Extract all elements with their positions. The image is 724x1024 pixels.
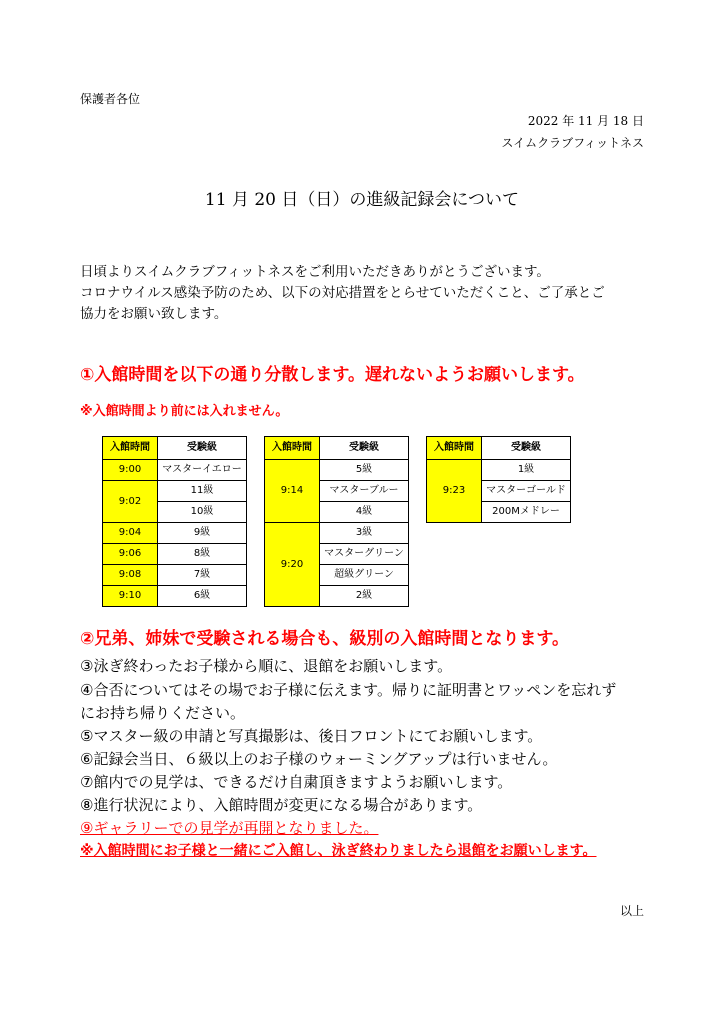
grade-cell: 11級: [158, 481, 247, 502]
time-cell: 9:10: [103, 586, 158, 607]
recipient: 保護者各位: [80, 92, 141, 106]
header-grade: 受験級: [482, 437, 571, 460]
section-1-heading: ①入館時間を以下の通り分散します。遅れないようお願いします。: [80, 365, 585, 385]
grade-cell: 10級: [158, 502, 247, 523]
grade-cell: マスターグリーン: [320, 544, 409, 565]
sender: スイムクラブフィットネス: [501, 136, 644, 150]
time-cell: 9:06: [103, 544, 158, 565]
header-time: 入館時間: [103, 437, 158, 460]
grade-cell: 200Mメドレー: [482, 502, 571, 523]
time-cell: 9:20: [265, 523, 320, 607]
grade-cell: 5級: [320, 460, 409, 481]
schedule-table-1: [102, 436, 247, 607]
grade-cell: 9級: [158, 523, 247, 544]
header-grade: 受験級: [320, 437, 409, 460]
grade-cell: 8級: [158, 544, 247, 565]
schedule-table-3: [426, 436, 571, 523]
intro-line-1: 日頃よりスイムクラブフィットネスをご利用いただきありがとうございます。: [80, 264, 550, 280]
time-cell: 9:08: [103, 565, 158, 586]
grade-cell: マスターブルー: [320, 481, 409, 502]
header-time: 入館時間: [427, 437, 482, 460]
item-9: ⑨ギャラリーでの見学が再開となりました。: [80, 819, 379, 837]
item-8: ⑧進行状況により、入館時間が変更になる場合があります。: [80, 796, 483, 814]
item-4-cont: にお持ち帰りください。: [80, 704, 246, 722]
grade-cell: 超級グリーン: [320, 565, 409, 586]
grade-cell: 7級: [158, 565, 247, 586]
grade-cell: 4級: [320, 502, 409, 523]
grade-cell: 2級: [320, 586, 409, 607]
time-cell: 9:04: [103, 523, 158, 544]
item-5: ⑤マスター級の申請と写真撮影は、後日フロントにてお願いします。: [80, 727, 543, 745]
item-4: ④合否についてはその場でお子様に伝えます。帰りに証明書とワッペンを忘れず: [80, 681, 617, 699]
section-1-note: ※入館時間より前には入れません。: [80, 404, 289, 419]
item-7: ⑦館内での見学は、できるだけ自粛頂きますようお願いします。: [80, 773, 513, 791]
grade-cell: 3級: [320, 523, 409, 544]
grade-cell: 1級: [482, 460, 571, 481]
item-note: ※入館時間にお子様と一緒にご入館し、泳ぎ終わりましたら退館をお願いします。: [80, 843, 597, 859]
intro-line-2: コロナウイルス感染予防のため、以下の対応措置をとらせていただくこと、ご了承とご: [80, 285, 605, 301]
grade-cell: マスターゴールド: [482, 481, 571, 502]
header-time: 入館時間: [265, 437, 320, 460]
time-cell: 9:00: [103, 460, 158, 481]
date: 2022 年 11 月 18 日: [527, 114, 644, 128]
grade-cell: 6級: [158, 586, 247, 607]
grade-cell: マスターイエロー: [158, 460, 247, 481]
section-2-heading: ②兄弟、姉妹で受験される場合も、級別の入館時間となります。: [80, 629, 570, 649]
item-3: ③泳ぎ終わったお子様から順に、退館をお願いします。: [80, 657, 453, 675]
page-title: 11 月 20 日（日）の進級記録会について: [204, 190, 520, 210]
time-cell: 9:23: [427, 460, 482, 523]
intro-line-3: 協力をお願い致します。: [80, 306, 228, 322]
time-cell: 9:02: [103, 481, 158, 523]
item-6: ⑥記録会当日、６級以上のお子様のウォーミングアップは行いません。: [80, 750, 558, 768]
time-cell: 9:14: [265, 460, 320, 523]
header-grade: 受験級: [158, 437, 247, 460]
closing: 以上: [619, 904, 644, 918]
schedule-table-2: [264, 436, 409, 607]
